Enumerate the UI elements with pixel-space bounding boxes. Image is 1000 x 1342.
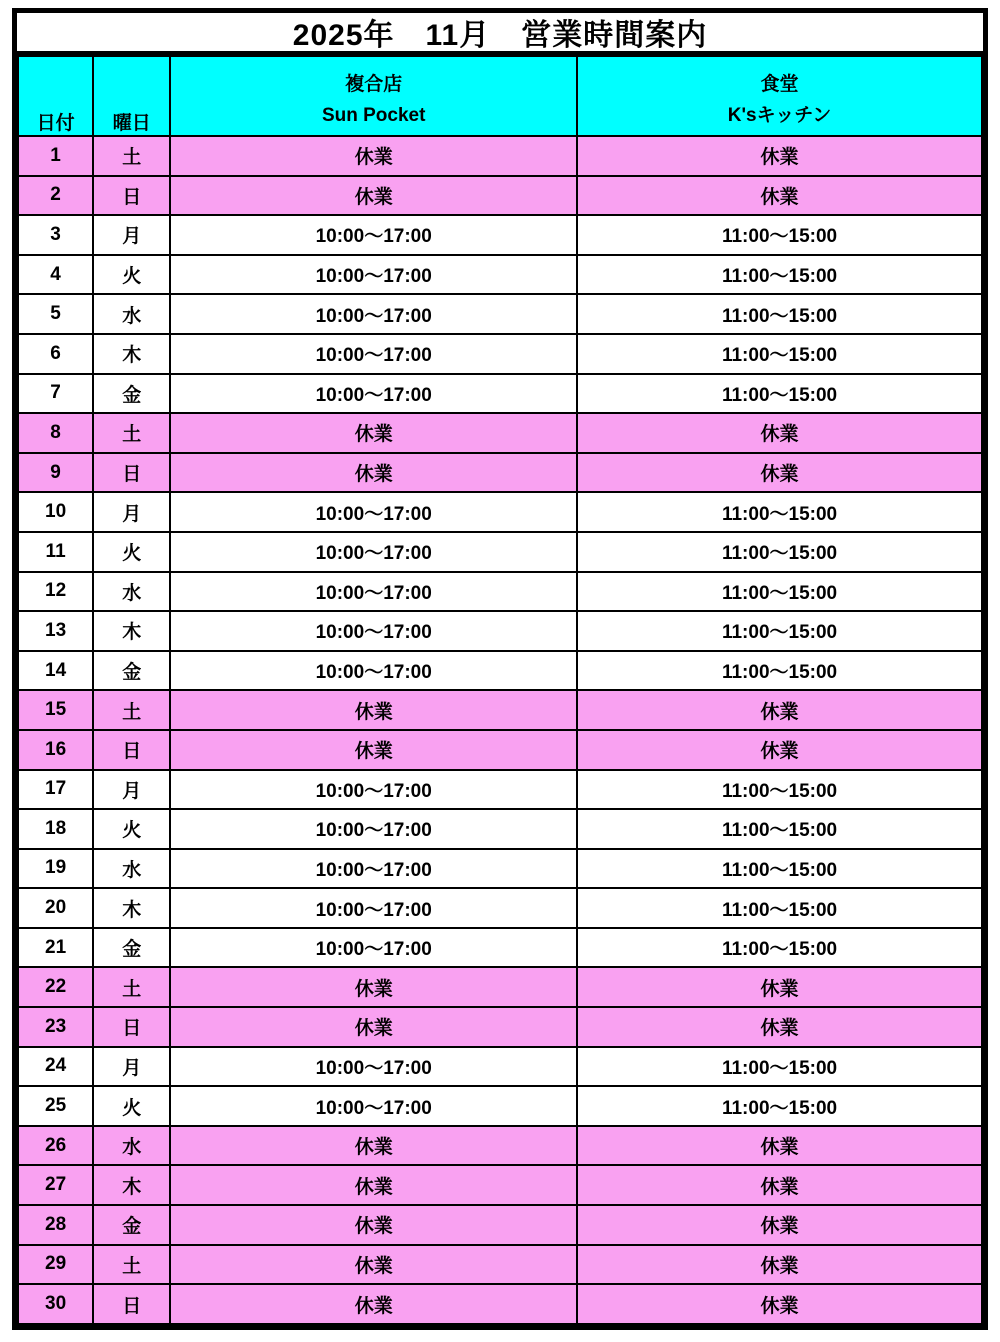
table-row [18, 928, 982, 968]
shop2-hours-cell: 休業 [577, 176, 982, 216]
shop1-hours-cell: 10:00～17:00 [170, 928, 577, 968]
table-row [18, 730, 982, 770]
date-cell: 21 [18, 928, 93, 968]
shop2-category-label: 食堂 [760, 74, 799, 95]
date-cell: 24 [18, 1047, 93, 1087]
table-row [18, 255, 982, 295]
table-row [18, 492, 982, 532]
weekday-cell: 水 [93, 849, 170, 889]
shop2-hours-cell: 11:00～15:00 [577, 651, 982, 691]
shop1-hours-cell: 10:00～17:00 [170, 1047, 577, 1087]
shop1-hours-cell: 休業 [170, 413, 577, 453]
shop2-hours-cell: 休業 [577, 453, 982, 493]
table-row [18, 334, 982, 374]
date-cell: 10 [18, 492, 93, 532]
weekday-cell: 木 [93, 334, 170, 374]
shop1-hours-cell: 休業 [170, 453, 577, 493]
shop2-hours-cell: 11:00～15:00 [577, 294, 982, 334]
table-row [18, 690, 982, 730]
table-header-row [18, 56, 982, 136]
date-cell: 26 [18, 1126, 93, 1166]
weekday-cell: 火 [93, 532, 170, 572]
column-header-weekday: 曜日 [93, 56, 170, 136]
shop2-hours-cell: 11:00～15:00 [577, 928, 982, 968]
shop2-header-stack [578, 57, 981, 135]
weekday-cell: 水 [93, 1126, 170, 1166]
table-row [18, 1086, 982, 1126]
weekday-cell: 金 [93, 374, 170, 414]
shop2-hours-cell: 11:00～15:00 [577, 611, 982, 651]
weekday-cell: 月 [93, 1047, 170, 1087]
date-cell: 25 [18, 1086, 93, 1126]
shop1-hours-cell: 10:00～17:00 [170, 255, 577, 295]
shop2-hours-cell: 休業 [577, 413, 982, 453]
shop2-hours-cell: 休業 [577, 1126, 982, 1166]
weekday-cell: 月 [93, 770, 170, 810]
table-row [18, 1165, 982, 1205]
shop2-hours-cell: 11:00～15:00 [577, 532, 982, 572]
date-cell: 4 [18, 255, 93, 295]
shop1-hours-cell: 休業 [170, 1007, 577, 1047]
weekday-cell: 日 [93, 730, 170, 770]
shop2-hours-cell: 11:00～15:00 [577, 215, 982, 255]
date-cell: 30 [18, 1284, 93, 1324]
date-cell: 22 [18, 967, 93, 1007]
shop2-hours-cell: 11:00～15:00 [577, 888, 982, 928]
weekday-cell: 金 [93, 928, 170, 968]
shop2-hours-cell: 11:00～15:00 [577, 374, 982, 414]
shop1-hours-cell: 10:00～17:00 [170, 374, 577, 414]
shop2-hours-cell: 休業 [577, 1165, 982, 1205]
shop1-hours-cell: 10:00～17:00 [170, 294, 577, 334]
weekday-cell: 土 [93, 136, 170, 176]
shop2-name-label: K'sキッチン [727, 105, 832, 126]
date-cell: 2 [18, 176, 93, 216]
date-cell: 3 [18, 215, 93, 255]
table-row [18, 572, 982, 612]
shop2-hours-cell: 休業 [577, 1245, 982, 1285]
weekday-cell: 金 [93, 651, 170, 691]
shop1-header-stack [171, 57, 576, 135]
weekday-cell: 日 [93, 176, 170, 216]
weekday-cell: 日 [93, 1007, 170, 1047]
date-cell: 9 [18, 453, 93, 493]
date-cell: 5 [18, 294, 93, 334]
table-row [18, 374, 982, 414]
shop1-hours-cell: 休業 [170, 730, 577, 770]
weekday-cell: 木 [93, 888, 170, 928]
page-title: 2025年 11月 営業時間案内 [17, 13, 983, 55]
table-row [18, 532, 982, 572]
table-row [18, 1007, 982, 1047]
date-cell: 17 [18, 770, 93, 810]
table-row [18, 176, 982, 216]
shop2-hours-cell: 休業 [577, 730, 982, 770]
date-cell: 11 [18, 532, 93, 572]
date-cell: 13 [18, 611, 93, 651]
shop1-hours-cell: 休業 [170, 136, 577, 176]
weekday-cell: 土 [93, 690, 170, 730]
date-cell: 15 [18, 690, 93, 730]
table-row [18, 1126, 982, 1166]
shop2-hours-cell: 休業 [577, 1284, 982, 1324]
table-row [18, 294, 982, 334]
date-cell: 20 [18, 888, 93, 928]
table-row [18, 215, 982, 255]
table-row [18, 1284, 982, 1324]
date-cell: 6 [18, 334, 93, 374]
shop2-hours-cell: 11:00～15:00 [577, 1086, 982, 1126]
shop2-hours-cell: 休業 [577, 1205, 982, 1245]
shop2-hours-cell: 11:00～15:00 [577, 1047, 982, 1087]
shop1-hours-cell: 10:00～17:00 [170, 809, 577, 849]
table-row [18, 611, 982, 651]
shop1-hours-cell: 休業 [170, 1284, 577, 1324]
date-cell: 8 [18, 413, 93, 453]
shop2-hours-cell: 11:00～15:00 [577, 492, 982, 532]
schedule-table [17, 55, 983, 1325]
shop2-hours-cell: 11:00～15:00 [577, 334, 982, 374]
weekday-cell: 土 [93, 1245, 170, 1285]
table-row [18, 888, 982, 928]
table-row [18, 809, 982, 849]
date-cell: 18 [18, 809, 93, 849]
shop1-hours-cell: 休業 [170, 690, 577, 730]
shop2-hours-cell: 休業 [577, 967, 982, 1007]
shop2-hours-cell: 11:00～15:00 [577, 770, 982, 810]
shop1-hours-cell: 休業 [170, 967, 577, 1007]
weekday-cell: 土 [93, 967, 170, 1007]
shop2-hours-cell: 11:00～15:00 [577, 255, 982, 295]
table-row [18, 651, 982, 691]
date-cell: 28 [18, 1205, 93, 1245]
weekday-cell: 火 [93, 1086, 170, 1126]
shop1-hours-cell: 10:00～17:00 [170, 215, 577, 255]
shop1-hours-cell: 10:00～17:00 [170, 334, 577, 374]
shop2-hours-cell: 休業 [577, 1007, 982, 1047]
date-cell: 16 [18, 730, 93, 770]
shop1-hours-cell: 10:00～17:00 [170, 888, 577, 928]
column-header-date: 日付 [18, 56, 93, 136]
shop2-hours-cell: 休業 [577, 690, 982, 730]
shop1-hours-cell: 10:00～17:00 [170, 611, 577, 651]
shop1-hours-cell: 10:00～17:00 [170, 1086, 577, 1126]
business-hours-sheet [12, 8, 988, 1330]
column-header-ks-kitchen [577, 56, 982, 136]
table-row [18, 770, 982, 810]
table-row [18, 1245, 982, 1285]
date-cell: 19 [18, 849, 93, 889]
shop1-hours-cell: 休業 [170, 1245, 577, 1285]
date-cell: 27 [18, 1165, 93, 1205]
shop1-hours-cell: 10:00～17:00 [170, 651, 577, 691]
table-row [18, 413, 982, 453]
table-row [18, 967, 982, 1007]
table-row [18, 453, 982, 493]
shop2-hours-cell: 11:00～15:00 [577, 849, 982, 889]
weekday-cell: 水 [93, 572, 170, 612]
shop1-hours-cell: 休業 [170, 1205, 577, 1245]
weekday-cell: 土 [93, 413, 170, 453]
shop1-hours-cell: 休業 [170, 1165, 577, 1205]
date-cell: 14 [18, 651, 93, 691]
shop1-hours-cell: 10:00～17:00 [170, 492, 577, 532]
weekday-cell: 月 [93, 215, 170, 255]
shop2-hours-cell: 11:00～15:00 [577, 572, 982, 612]
weekday-cell: 水 [93, 294, 170, 334]
shop1-hours-cell: 10:00～17:00 [170, 572, 577, 612]
shop1-hours-cell: 10:00～17:00 [170, 770, 577, 810]
weekday-cell: 木 [93, 611, 170, 651]
shop2-hours-cell: 休業 [577, 136, 982, 176]
date-cell: 7 [18, 374, 93, 414]
table-row [18, 1047, 982, 1087]
weekday-cell: 木 [93, 1165, 170, 1205]
table-row [18, 136, 982, 176]
weekday-cell: 金 [93, 1205, 170, 1245]
schedule-table-body [18, 136, 982, 1324]
table-row [18, 1205, 982, 1245]
date-cell: 29 [18, 1245, 93, 1285]
shop1-hours-cell: 10:00～17:00 [170, 849, 577, 889]
column-header-sun-pocket [170, 56, 577, 136]
weekday-cell: 日 [93, 1284, 170, 1324]
shop1-hours-cell: 休業 [170, 176, 577, 216]
shop1-hours-cell: 10:00～17:00 [170, 532, 577, 572]
shop2-hours-cell: 11:00～15:00 [577, 809, 982, 849]
shop1-name-label: Sun Pocket [321, 105, 426, 126]
shop1-category-label: 複合店 [345, 74, 403, 95]
weekday-cell: 月 [93, 492, 170, 532]
date-cell: 12 [18, 572, 93, 612]
weekday-cell: 日 [93, 453, 170, 493]
date-cell: 23 [18, 1007, 93, 1047]
weekday-cell: 火 [93, 809, 170, 849]
weekday-cell: 火 [93, 255, 170, 295]
date-cell: 1 [18, 136, 93, 176]
table-row [18, 849, 982, 889]
shop1-hours-cell: 休業 [170, 1126, 577, 1166]
